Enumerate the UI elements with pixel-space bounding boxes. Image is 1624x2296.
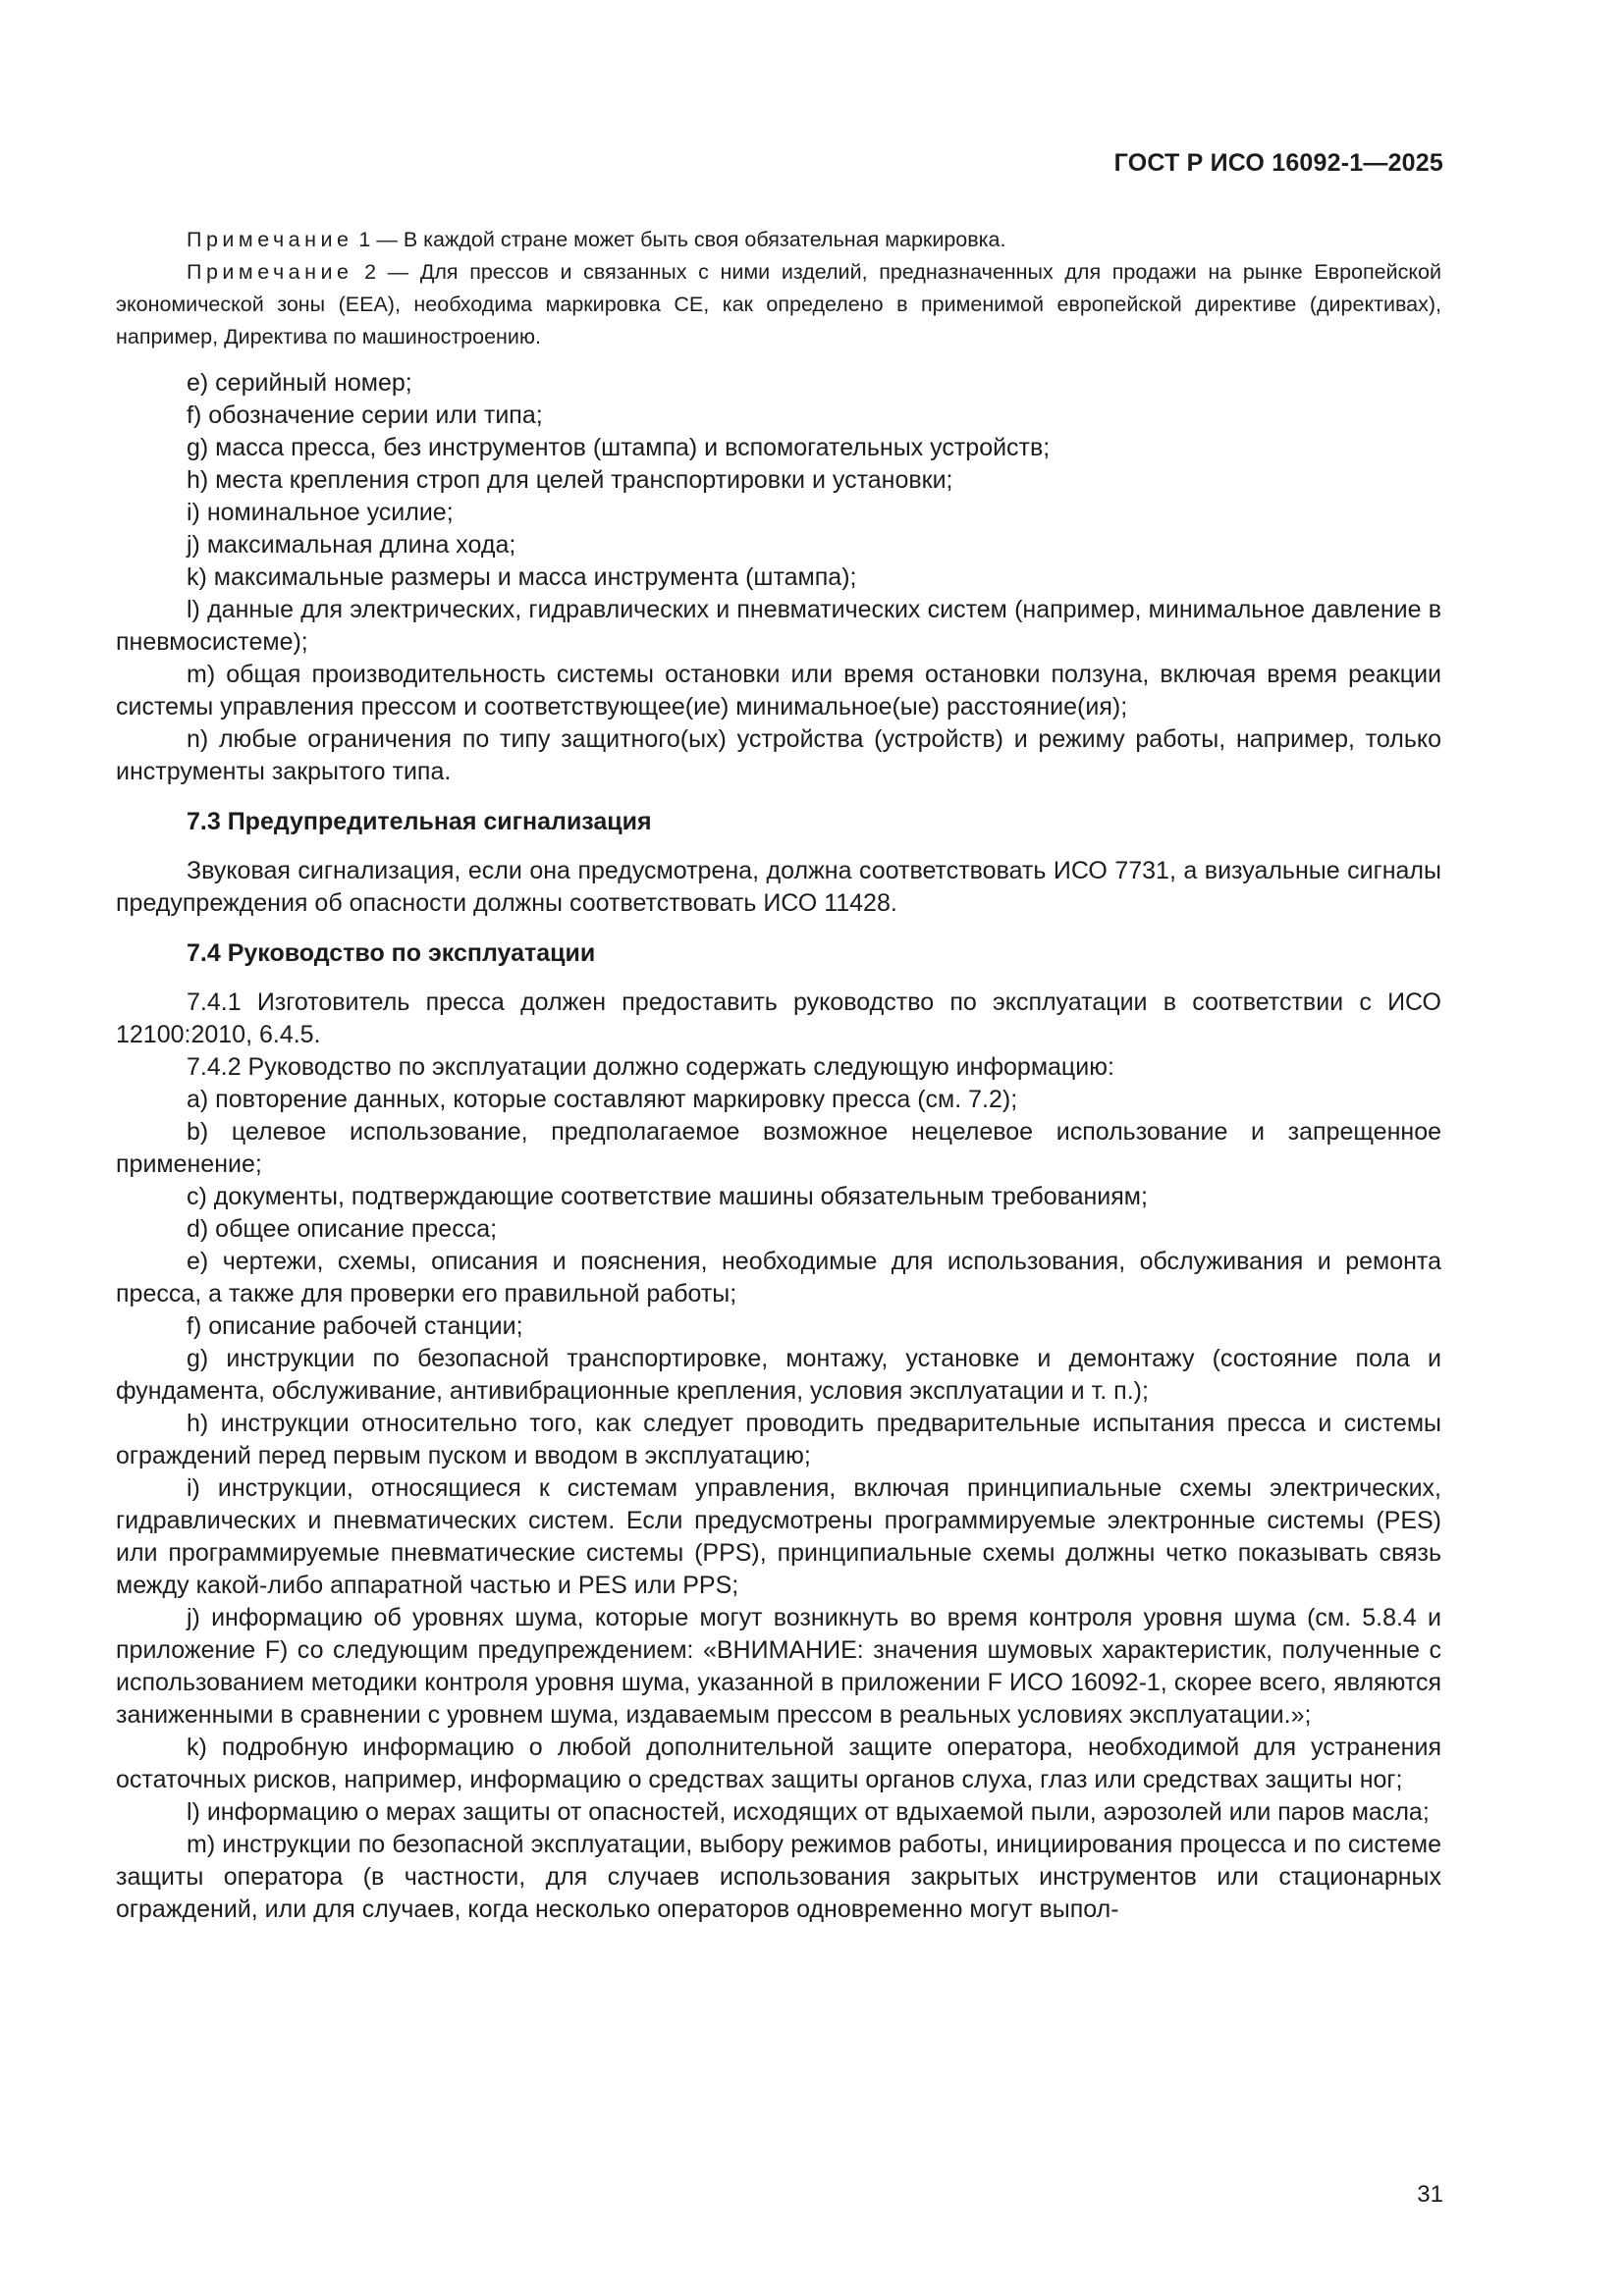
page-number: 31	[1417, 2181, 1443, 2208]
list-item: g) масса пресса, без инструментов (штампа) и вспомогательных устройств;	[187, 434, 1051, 461]
list-item: h) места крепления строп для целей транспортировки и установки;	[187, 466, 953, 494]
section-heading-7-4: 7.4 Руководство по эксплуатации	[187, 939, 596, 967]
note-label: Примечание	[187, 228, 353, 251]
list-item: i) инструкции, относящиеся к системам управления, включая принципиальные схемы электрических, гидравлических и пневматических систем. Если предусмотрены программируемые электронные системы (PES) или программируемые пневматические системы (PPS), принципиальные схемы должны четко показывать связь между какой-либо аппаратной частью и PES или PPS;	[116, 1474, 1441, 1599]
list-item: n) любые ограничения по типу защитного(ых) устройства (устройств) и режиму работы, например, только инструменты закрытого типа.	[116, 725, 1441, 785]
list-item: l) данные для электрических, гидравлических и пневматических систем (например, минимальное давление в пневмосистеме);	[116, 596, 1441, 656]
list-item: h) инструкции относительно того, как следует проводить предварительные испытания пресса и системы ограждений перед первым пуском и вводом в эксплуатацию;	[116, 1410, 1441, 1469]
note-text: 1 — В каждой стране может быть своя обязательная маркировка.	[352, 228, 1006, 251]
page-content	[116, 224, 1441, 1926]
list-item: g) инструкции по безопасной транспортировке, монтажу, установке и демонтажу (состояние пола и фундамента, обслуживание, антивибрационные крепления, условия эксплуатации и т. п.);	[116, 1345, 1441, 1405]
manual-contents-list	[116, 1084, 1441, 1926]
list-item: c) документы, подтверждающие соответствие машины обязательным требованиям;	[187, 1183, 1148, 1210]
list-item: f) описание рабочей станции;	[187, 1312, 523, 1340]
list-item: e) серийный номер;	[187, 369, 412, 397]
notes-block	[116, 224, 1441, 353]
list-item: j) информацию об уровнях шума, которые могут возникнуть во время контроля уровня шума (см. 5.8.4 и приложение F) со следующим предупреждением: «ВНИМАНИЕ: значения шумовых характеристик, полученные с использованием методики контроля уровня шума, указанной в приложении F ИСО 16092-1, скорее всего, являются заниженными в сравнении с уровнем шума, издаваемым прессом в реальных условиях эксплуатации.»;	[116, 1604, 1441, 1729]
note-text: 2 — Для прессов и связанных с ними изделий, предназначенных для продажи на рынке Европейской экономической зоны (EEA), необходима маркировка CE, как определено в применимой европейской директиве (директивах), например, Директива по машиностроению.	[116, 260, 1441, 348]
list-item: e) чертежи, схемы, описания и пояснения, необходимые для использования, обслуживания и ремонта пресса, а также для проверки его правильной работы;	[116, 1248, 1441, 1308]
note-1	[116, 224, 1441, 256]
list-item: m) инструкции по безопасной эксплуатации, выбору режимов работы, инициирования процесса и по системе защиты оператора (в частности, для случаев использования закрытых инструментов или стационарных ограждений, или для случаев, когда несколько операторов одновременно могут выпол-	[116, 1831, 1441, 1923]
list-item: i) номинальное усилие;	[187, 499, 454, 526]
list-item: b) целевое использование, предполагаемое возможное нецелевое использование и запрещенное применение;	[116, 1118, 1441, 1178]
list-item: k) подробную информацию о любой дополнительной защите оператора, необходимой для устранения остаточных рисков, например, информацию о средствах защиты органов слуха, глаз или средствах защиты ног;	[116, 1734, 1441, 1793]
clause-7-4-1: 7.4.1 Изготовитель пресса должен предоставить руководство по эксплуатации в соответствии с ИСО 12100:2010, 6.4.5.	[116, 988, 1441, 1048]
section-heading-7-3: 7.3 Предупредительная сигнализация	[187, 808, 652, 835]
note-label: Примечание	[187, 260, 353, 284]
list-item: d) общее описание пресса;	[187, 1215, 498, 1243]
list-item: l) информацию о мерах защиты от опасностей, исходящих от вдыхаемой пыли, аэрозолей или паров масла;	[187, 1798, 1430, 1826]
list-item: m) общая производительность системы остановки или время остановки ползуна, включая время реакции системы управления прессом и соответствующее(ие) минимальное(ые) расстояние(ия);	[116, 661, 1441, 721]
marking-list	[116, 367, 1441, 788]
clause-7-4-2: 7.4.2 Руководство по эксплуатации должно содержать следующую информацию:	[187, 1053, 1114, 1081]
list-item: j) максимальная длина хода;	[187, 531, 516, 559]
list-item: f) обозначение серии или типа;	[187, 401, 543, 429]
list-item: k) максимальные размеры и масса инструмента (штампа);	[187, 563, 857, 591]
section-7-3-text: Звуковая сигнализация, если она предусмотрена, должна соответствовать ИСО 7731, а визуальные сигналы предупреждения об опасности должны соответствовать ИСО 11428.	[116, 857, 1441, 917]
list-item: a) повторение данных, которые составляют маркировку пресса (см. 7.2);	[187, 1086, 1018, 1113]
document-header: ГОСТ Р ИСО 16092-1—2025	[1113, 149, 1443, 177]
note-2	[116, 256, 1441, 353]
